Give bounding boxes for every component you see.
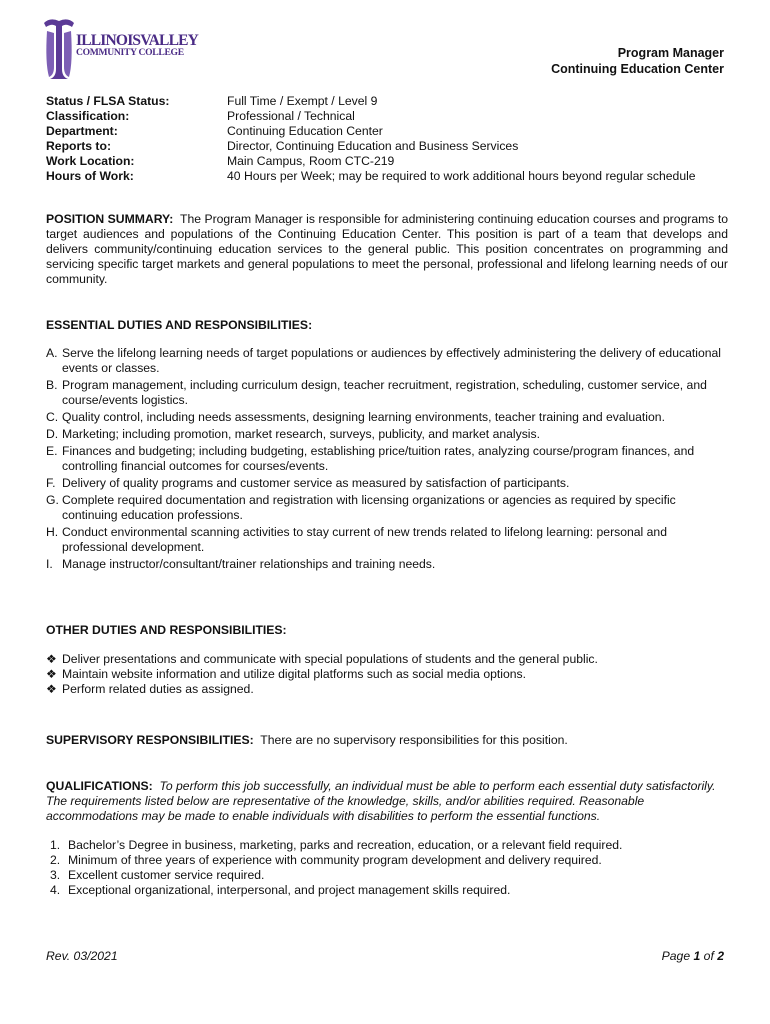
list-marker: 2.	[50, 853, 61, 867]
list-text: Maintain website information and utilize digital platforms such as social media options.	[62, 667, 527, 681]
info-value: Full Time / Exempt / Level 9	[227, 94, 378, 108]
diamond-bullet-icon: ❖	[46, 682, 57, 696]
list-marker: I.	[46, 557, 53, 571]
list-text: Minimum of three years of experience with community program development and delivery required.	[68, 853, 602, 867]
list-text: Program management, including curriculum design, teacher recruitment, registration, scheduling, customer service, and course/events logistics.	[62, 378, 707, 407]
supervisory-heading: SUPERVISORY RESPONSIBILITIES:	[46, 733, 254, 747]
info-label: Classification:	[46, 109, 130, 124]
info-label: Department:	[46, 124, 118, 139]
list-item	[46, 525, 726, 555]
position-info	[46, 94, 736, 185]
list-text: Finances and budgeting; including budgeting, establishing price/tuition rates, analyzing course/program finances, and controlling financial outcomes for courses/events.	[62, 444, 695, 473]
info-value: 40 Hours per Week; may be required to work additional hours beyond regular schedule	[227, 169, 696, 184]
college-logo	[42, 17, 199, 83]
info-label: Hours of Work:	[46, 169, 134, 184]
list-text: Manage instructor/consultant/trainer relationships and training needs.	[62, 557, 436, 571]
list-text: Bachelor’s Degree in business, marketing, parks and recreation, education, or a relevant field required.	[68, 838, 623, 852]
logo-line-2: COMMUNITY COLLEGE	[76, 47, 184, 58]
info-value: Professional / Technical	[227, 109, 355, 124]
summary-text: The Program Manager is responsible for administering continuing education courses and programs to target audiences and populations of the Continuing Education Center. This position is part of a team that develops and delivers community/continuing education services to the general public. This position concentrates on programming and servicing specific target markets and general populations to meet the personal, professional and lifelong learning needs of our community.	[46, 212, 728, 286]
list-marker: 4.	[50, 883, 61, 897]
list-text: Conduct environmental scanning activities to stay current of new trends related to lifelong learning: personal and professional development.	[62, 525, 667, 554]
page-number	[662, 949, 724, 964]
list-item	[46, 667, 726, 682]
page-mid: of	[700, 949, 718, 963]
list-marker: D.	[46, 427, 59, 441]
list-item	[46, 476, 726, 491]
essential-duties-heading: ESSENTIAL DUTIES AND RESPONSIBILITIES:	[46, 318, 313, 332]
list-marker: F.	[46, 476, 56, 490]
list-item	[46, 493, 726, 523]
list-text: Serve the lifelong learning needs of target populations or audiences by effectively administering the delivery of educational events or classes.	[62, 346, 721, 375]
list-item	[46, 444, 726, 474]
list-item	[46, 557, 726, 572]
list-text: Delivery of quality programs and customer service as measured by satisfaction of participants.	[62, 476, 570, 490]
info-row	[46, 169, 736, 184]
list-item	[46, 410, 726, 425]
list-item	[50, 883, 730, 898]
college-shield-icon	[42, 17, 76, 83]
list-text: Excellent customer service required.	[68, 868, 265, 882]
supervisory-responsibilities	[46, 733, 728, 748]
list-marker: C.	[46, 410, 59, 424]
position-summary	[46, 212, 728, 287]
list-item	[46, 378, 726, 408]
diamond-bullet-icon: ❖	[46, 667, 57, 681]
list-item	[46, 427, 726, 442]
info-row	[46, 94, 736, 109]
diamond-bullet-icon: ❖	[46, 652, 57, 666]
info-row	[46, 109, 736, 124]
qualifications-heading: QUALIFICATIONS:	[46, 779, 153, 793]
list-item	[50, 868, 730, 883]
info-row	[46, 124, 736, 139]
list-marker: 1.	[50, 838, 61, 852]
info-label: Work Location:	[46, 154, 135, 169]
list-item	[50, 838, 730, 853]
supervisory-text: There are no supervisory responsibilities for this position.	[260, 733, 568, 747]
job-title: Program Manager	[617, 46, 724, 60]
qualifications	[46, 779, 728, 824]
list-item	[46, 682, 726, 697]
revision-date: Rev. 03/2021	[46, 949, 118, 963]
list-text: Complete required documentation and registration with licensing organizations or agencies as required by specific continuing education professions.	[62, 493, 676, 522]
current-page: 1	[693, 949, 701, 963]
list-item	[46, 346, 726, 376]
info-label: Status / FLSA Status:	[46, 94, 170, 108]
department-title: Continuing Education Center	[551, 62, 724, 76]
list-marker: H.	[46, 525, 59, 539]
essential-duties-list	[46, 346, 726, 572]
other-duties-heading: OTHER DUTIES AND RESPONSIBILITIES:	[46, 623, 287, 637]
info-value: Director, Continuing Education and Business Services	[227, 139, 519, 154]
list-marker: G.	[46, 493, 59, 507]
info-row	[46, 139, 736, 154]
list-marker: E.	[46, 444, 58, 458]
info-label: Reports to:	[46, 139, 111, 154]
info-value: Continuing Education Center	[227, 124, 383, 139]
list-text: Perform related duties as assigned.	[62, 682, 254, 696]
list-marker: B.	[46, 378, 58, 392]
summary-heading: POSITION SUMMARY:	[46, 212, 174, 226]
info-row	[46, 154, 736, 169]
qualifications-list	[50, 838, 730, 898]
total-pages: 2	[717, 949, 724, 963]
list-text: Deliver presentations and communicate with special populations of students and the general public.	[62, 652, 598, 666]
list-item	[46, 652, 726, 667]
page-prefix: Page	[661, 949, 694, 963]
list-marker: 3.	[50, 868, 61, 882]
document-header	[551, 45, 724, 77]
list-text: Exceptional organizational, interpersonal, and project management skills required.	[68, 883, 511, 897]
info-value: Main Campus, Room CTC-219	[227, 154, 395, 169]
logo-line-1: ILLINOISVALLEY	[76, 32, 199, 49]
list-item	[50, 853, 730, 868]
qualifications-intro: To perform this job successfully, an individual must be able to perform each essential duty satisfactorily. The requirements listed below are representative of the knowledge, skills, and/or abilities required. Reasonable accommodations may be made to enable individuals with disabilities to perform the essential functions.	[46, 779, 716, 823]
list-text: Marketing; including promotion, market research, surveys, publicity, and market analysis.	[62, 427, 540, 441]
list-marker: A.	[46, 346, 58, 360]
other-duties-list	[46, 652, 726, 697]
list-text: Quality control, including needs assessments, designing learning environments, teacher training and evaluation.	[62, 410, 665, 424]
